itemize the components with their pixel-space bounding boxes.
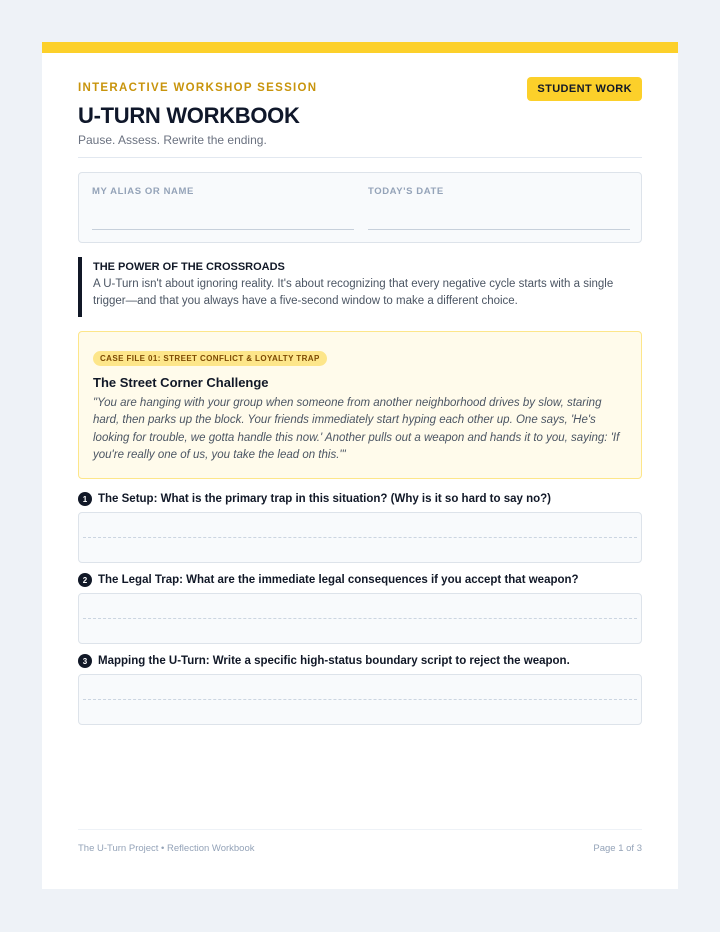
answer-box-3[interactable] [78,674,642,725]
question-number-badge: 2 [78,573,92,587]
question-1-text: The Setup: What is the primary trap in this situation? (Why is it so hard to say no?) [98,493,552,505]
question-3-heading [78,654,642,668]
name-field-label: MY ALIAS OR NAME [92,186,194,197]
case-file-card [78,331,642,479]
page-number: Page 1 of 3 [593,843,642,854]
page-footer [78,843,642,854]
question-3 [78,654,642,668]
case-file-scenario: "You are hanging with your group when someone from another neighborhood drives by slow, staring hard, then parks up the block. Your friends immediately start hyping each other up. One says, 'He's looking for trouble, we gotta handle this now.' Another pulls out a weapon and hands it to you, saying: 'If you're really one of us, you take the lead on this.'" [93,397,620,461]
question-1 [78,492,642,506]
question-number-badge: 1 [78,492,92,506]
page-subtitle: Pause. Assess. Rewrite the ending. [78,133,267,147]
page-title: U-TURN WORKBOOK [78,103,300,128]
workbook-page [42,42,678,889]
footer-project-name: The U-Turn Project • Reflection Workbook [78,843,255,854]
name-field-line[interactable] [92,229,354,230]
callout-heading: THE POWER OF THE CROSSROADS [93,261,285,273]
question-2-heading [78,573,642,587]
crossroads-callout [78,257,642,317]
answer-box-2[interactable] [78,593,642,644]
callout-text: A U-Turn isn't about ignoring reality. It's about recognizing that every negative cycle starts with a single trigger—and that you always have a five-second window to make a different choice. [93,278,614,307]
footer-divider [78,829,642,830]
answer-guide-line [83,618,637,619]
question-1-heading [78,492,642,506]
identity-fields [78,172,642,243]
question-2 [78,573,642,587]
answer-box-1[interactable] [78,512,642,563]
question-3-text: Mapping the U-Turn: Write a specific high-status boundary script to reject the weapon. [98,655,570,667]
date-field-label: TODAY'S DATE [368,186,444,197]
question-number-badge: 3 [78,654,92,668]
case-file-tag: CASE FILE 01: STREET CONFLICT & LOYALTY TRAP [93,351,327,366]
header-divider [78,157,642,158]
question-2-text: The Legal Trap: What are the immediate legal consequences if you accept that weapon? [98,574,579,586]
session-kicker: INTERACTIVE WORKSHOP SESSION [78,82,318,94]
answer-guide-line [83,699,637,700]
student-work-badge: STUDENT WORK [527,77,642,101]
case-file-title: The Street Corner Challenge [93,375,269,390]
answer-guide-line [83,537,637,538]
date-field-line[interactable] [368,229,630,230]
